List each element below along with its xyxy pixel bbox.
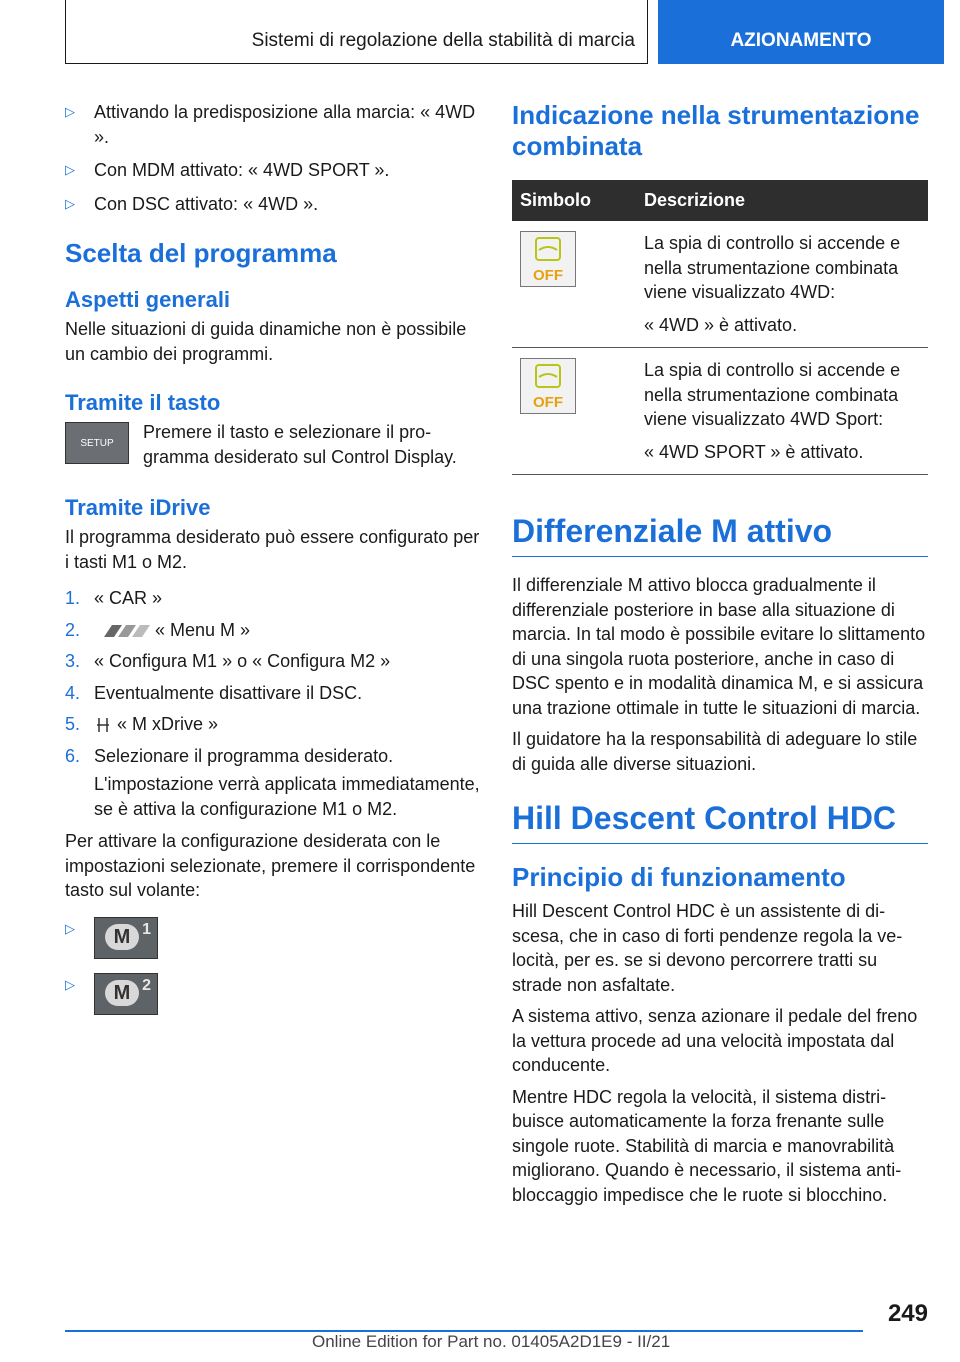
page-number: 249 (887, 1300, 928, 1327)
header-frame (65, 0, 648, 64)
idrive-text: Il programma desiderato può essere configurato per i tasti M1 o M2. (65, 527, 480, 572)
section-title: Scelta del programma (65, 238, 337, 268)
list-item (65, 973, 480, 1013)
activate-text: Per attivare la configurazione desiderata con le impostazioni selezionate, premere il corrispondente tasto sul volante: (65, 831, 476, 900)
general-text: Nelle situazioni di guida dinamiche non è possibile un cambio dei programmi. (65, 319, 467, 364)
triangle-bullet-icon: ▷ (65, 104, 75, 119)
right-column (512, 100, 928, 1207)
triangle-bullet-icon: ▷ (65, 920, 75, 936)
table-header: Descrizione (636, 180, 928, 221)
general-heading: Aspetti generali (65, 287, 231, 312)
button-heading: Tramite il tasto (65, 390, 221, 415)
principle-heading: Principio di funzionamento (512, 862, 846, 892)
m2-button-icon: M 2 (94, 973, 158, 1015)
step6-extra: L'impostazione verrà applicata immediatamente, se è attiva la configurazione M1 o M2. (94, 774, 480, 819)
section-tab: AZIONAMENTO (658, 0, 944, 64)
4wd-off-warning-icon: OFF (520, 231, 576, 287)
list-item: 4. Eventualmente disattivare il DSC. (65, 682, 363, 703)
hdc-heading: Hill Descent Control HDC (512, 800, 928, 844)
triangle-bullet-icon: ▷ (65, 976, 75, 992)
list-item: ▷ Con DSC attivato: « 4WD ». (65, 192, 480, 217)
setup-block (65, 420, 480, 469)
setup-text: Premere il tasto e selezionare il programma desiderato sul Control Display. (143, 422, 457, 467)
triangle-bullet-icon: ▷ (65, 162, 75, 177)
m-stripes-icon (94, 623, 150, 639)
diff-paragraph: Il differenziale M attivo blocca gradualmente il differenziale posteriore in base alla situazione di marcia. In tal modo è possibile evitare lo slittamento di una singola ruota posteriore, anche in caso di DSC spento e in modalità dinamica M, e si assicura una trazione ottimale in tutte le situazioni di marcia. (512, 575, 926, 718)
hdc-paragraph: Mentre HDC regola la velocità, il sistema distribuisce automaticamente la forza frenante sulle singole ruote. Stabilità di marcia e manovrabilità migliorano. Quando è necessario, il sistema antibloccaggio impedisce che le ruote si blocchino. (512, 1086, 902, 1205)
triangle-bullet-icon: ▷ (65, 195, 75, 211)
table-header: Simbolo (512, 180, 636, 221)
hdc-paragraph: A sistema attivo, senza azionare il pedale del freno la vettura procede ad una velocità impostata dal conducente. (512, 1006, 918, 1075)
idrive-heading: Tramite iDrive (65, 495, 211, 520)
setup-button-icon: SETUP (65, 422, 129, 464)
table-row: OFF La spia di controllo si accende e nella strumentazione combinata viene visualizzato 4WD: « 4WD » è attivato. (512, 221, 928, 348)
m1-button-icon: M 1 (94, 917, 158, 959)
list-item: ▷ Attivando la predisposizione alla marcia: « 4WD ». (65, 102, 476, 147)
diff-heading: Differenziale M attivo (512, 513, 928, 557)
list-item (65, 917, 480, 957)
symbol-table (512, 180, 928, 475)
list-item: 6. Selezionare il programma desiderato. (65, 745, 394, 766)
list-item: 2. « Menu M » (65, 619, 251, 640)
display-heading: Indicazione nella strumentazione combinata (512, 100, 920, 161)
xdrive-icon (94, 716, 112, 734)
list-item: 5. « M xDrive » (65, 714, 219, 734)
header-title: Sistemi di regolazione della stabilità di marcia (251, 30, 635, 51)
footer-edition: Online Edition for Part no. 01405A2D1E9 - II/21 (312, 1332, 671, 1351)
left-column (65, 100, 480, 1022)
list-item: ▷ Con MDM attivato: « 4WD SPORT ». (65, 158, 480, 183)
table-row: OFF La spia di controllo si accende e nella strumentazione combinata viene visualizzato 4WD Sport: « 4WD SPORT » è attivato. (512, 348, 928, 475)
diff-paragraph: Il guidatore ha la responsabilità di adeguare lo stile di guida alle diverse situazioni. (512, 729, 918, 774)
list-item: 3. « Configura M1 » o « Configura M2 » (65, 651, 391, 671)
list-item: 1. « CAR » (65, 588, 163, 608)
4wd-sport-warning-icon: OFF (520, 358, 576, 414)
hdc-paragraph: Hill Descent Control HDC è un assistente di discesa, che in caso di forti pendenze regola la velocità, per es. se si devono percorrere tratti su strade non asfaltate. (512, 901, 903, 995)
